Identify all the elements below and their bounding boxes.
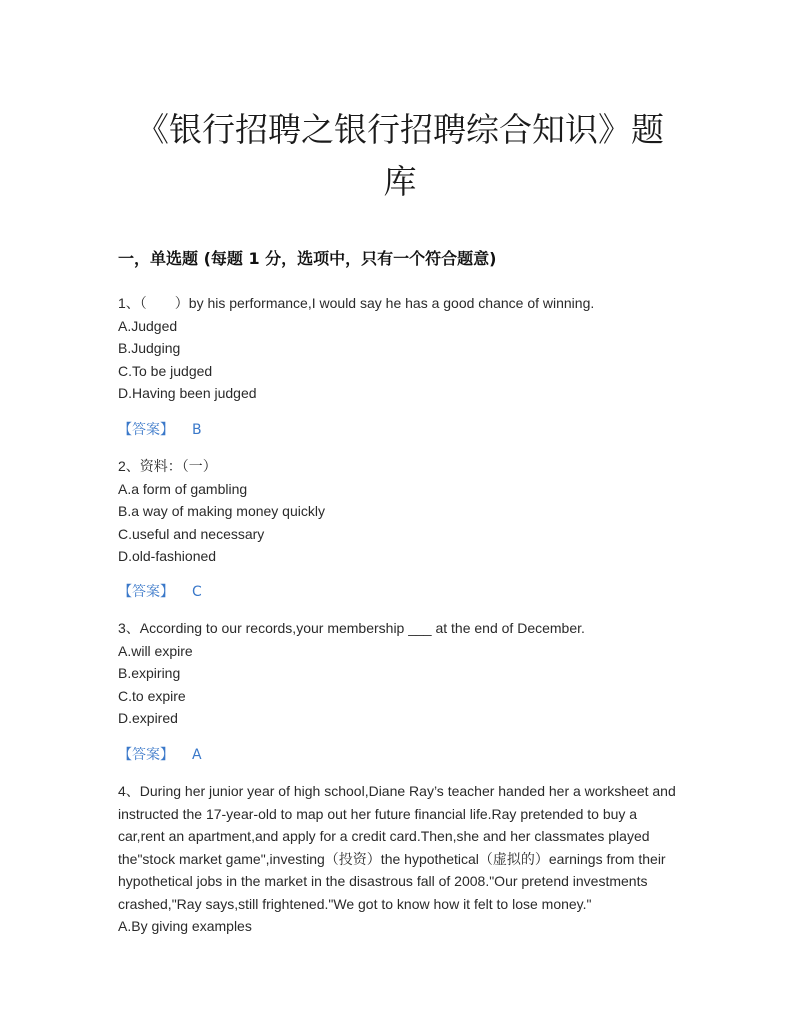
option-a: A.Judged [118,317,178,334]
answer-value: B [192,422,202,438]
question-2 [118,455,678,568]
answer-2 [118,581,202,603]
question-4 [118,780,693,938]
option-b: B.Judging [118,340,181,356]
question-stem-line: 4、During her junior year of high school,Diane Ray’s teacher handed her a worksheet and [118,783,676,799]
question-1 [118,292,678,405]
option-c: C.to expire [118,687,186,704]
answer-3 [118,744,202,766]
option-a: A.a form of gambling [118,480,248,497]
question-3 [118,617,678,730]
question-stem: 1、（ ）by his performance,I would say he has a good chance of winning. [118,295,595,311]
answer-value: C [192,584,202,600]
question-stem: 3、According to our records,your membership ___ at the end of December. [118,620,585,636]
option-b: B.expiring [118,665,181,681]
option-c: C.useful and necessary [118,525,265,542]
answer-value: A [192,747,202,763]
answer-1 [118,419,202,441]
question-stem-line: crashed,"Ray says,still frightened."We got to know how it felt to lose money." [118,895,592,912]
question-stem-line: hypothetical jobs in the market in the disastrous fall of 2008."Our pretend investments [118,873,648,889]
document-title [100,104,700,208]
answer-label: 【答案】 [118,747,174,763]
option-b: B.a way of making money quickly [118,503,325,519]
option-d: D.Having been judged [118,385,257,401]
answer-label: 【答案】 [118,422,174,438]
title-line-2: 库 [383,162,417,201]
answer-label: 【答案】 [118,584,174,600]
section-heading: 一，单选题 (每题 1 分，选项中，只有一个符合题意) [118,249,497,268]
question-stem-line: car,rent an apartment,and apply for a credit card.Then,she and her classmates played [118,828,650,844]
option-a: A.By giving examples [118,918,252,934]
question-stem-line: instructed the 17-year-old to map out her future financial life.Ray pretended to buy a [118,805,638,822]
title-line-1: 《银行招聘之银行招聘综合知识》题 [136,110,664,149]
question-stem-line: the"stock market game",investing（投资）the hypothetical（虚拟的）earnings from their [118,850,666,867]
option-d: D.old-fashioned [118,548,217,564]
option-d: D.expired [118,710,178,726]
option-c: C.To be judged [118,362,213,379]
option-a: A.will expire [118,642,193,659]
question-stem: 2、资料：（一） [118,458,217,474]
